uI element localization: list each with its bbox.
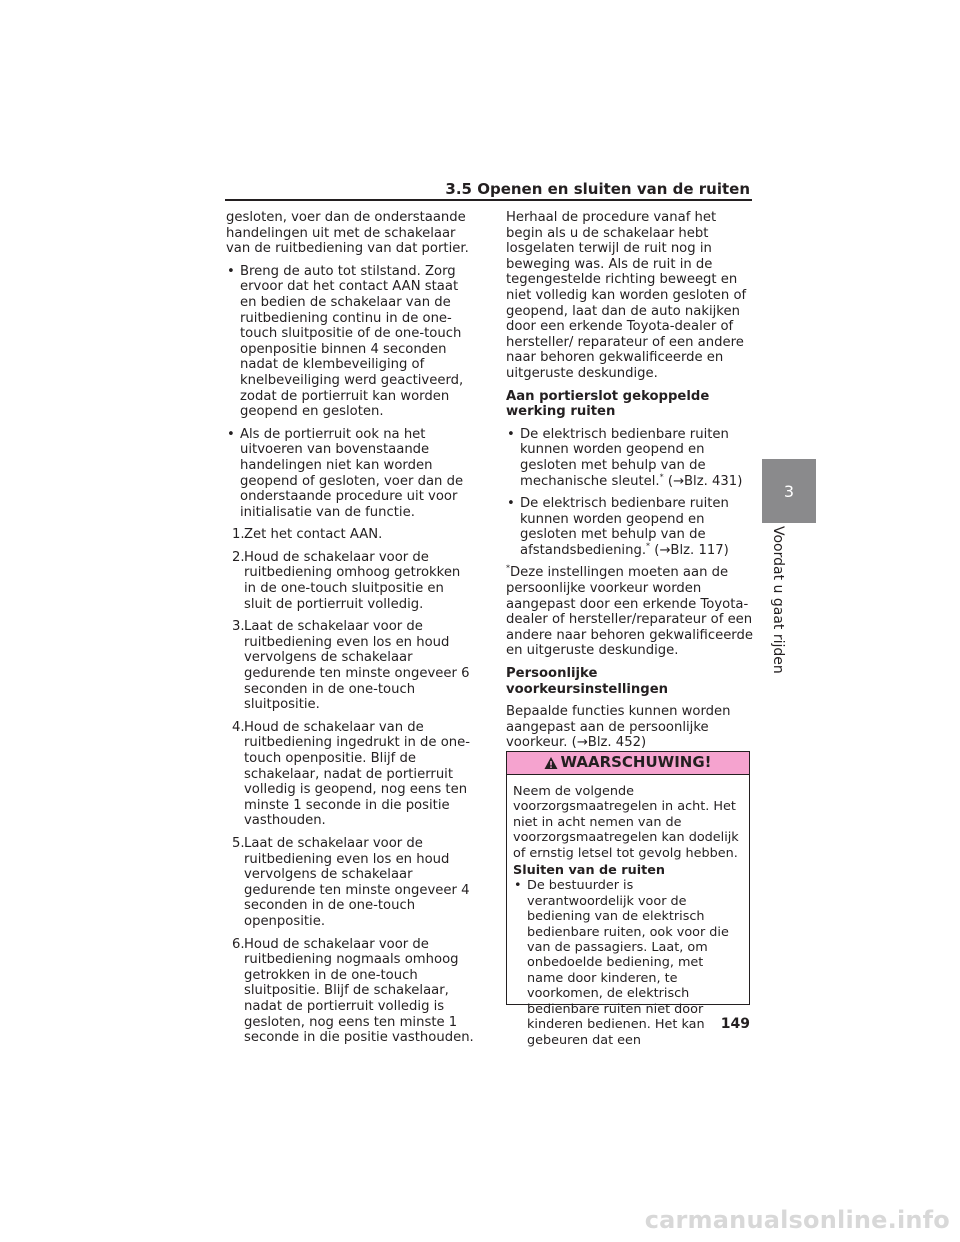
step-number: 5.: [232, 835, 245, 851]
list-item: [513, 878, 743, 1047]
step-item: [226, 836, 474, 930]
list-item: [506, 496, 756, 558]
warning-triangle-icon: [544, 756, 558, 770]
list-item: [506, 427, 756, 489]
page-number: 149: [720, 1016, 750, 1032]
right-column: [506, 210, 756, 758]
step-item: [226, 720, 474, 829]
step-item: [226, 619, 474, 713]
list-item: [226, 264, 474, 420]
step-text: Laat de schakelaar voor de ruitbediening even los en houd vervolgens de schakelaar gedurende ten minste ongeveer 6 seconden in de one-touch sluitpositie.: [244, 619, 470, 713]
right-intro: Herhaal de procedure vanaf het begin als u de schakelaar hebt losgelaten terwijl de ruit nog in beweging was. Als de ruit in de tegengestelde richting beweegt en niet volledig kan worden gesloten of geopend, laat dan de auto nakijken door een erkende Toyota-dealer of hersteller/ reparateur of een andere naar behoren gekwalificeerde en uitgeruste deskundige.: [506, 210, 747, 381]
bullet-dot: •: [514, 878, 522, 894]
section-heading: Persoonlijke voorkeursinstellingen: [506, 666, 669, 697]
warning-intro: Neem de volgende voorzorgsmaatregelen in acht. Het niet in acht nemen van de voorzorgsmaatregelen kan dodelijk of ernstig letsel tot gevolg hebben.: [513, 784, 739, 861]
footnote-text: Deze instellingen moeten aan de persoonlijke voorkeur worden aangepast door een erkende Toyota-dealer of hersteller/reparateur of een andere naar behoren gekwalificeerde en uitgeruste deskundige.: [506, 565, 753, 659]
step-text: Houd de schakelaar voor de ruitbediening nogmaals omhoog getrokken in de one-touch sluitpositie. Blijf de schakelaar, nadat de portierruit volledig is gesloten, nog eens ten minste 1 seconde in die positie vasthouden.: [244, 936, 474, 1046]
step-text: Laat de schakelaar voor de ruitbediening even los en houd vervolgens de schakelaar gedurende ten minste ongeveer 4 seconden in de one-touch openpositie.: [244, 835, 470, 929]
chapter-number: 3: [783, 481, 795, 501]
watermark: carmanualsonline.info: [644, 1206, 950, 1234]
left-column: [226, 210, 474, 1053]
step-text: Houd de schakelaar van de ruitbediening ingedrukt in de one-touch openpositie. Blijf de schakelaar, nadat de portierruit volledig is geopend, nog eens ten minste 1 seconde in die positie vasthouden.: [244, 719, 471, 829]
step-number: 2.: [232, 549, 245, 565]
bullet-dot: •: [227, 426, 235, 442]
paragraph: Bepaalde functies kunnen worden aangepast aan de persoonlijke voorkeur. (→Blz. 452): [506, 704, 731, 751]
step-number: 6.: [232, 936, 245, 952]
warning-heading: Sluiten van de ruiten: [513, 863, 666, 879]
list-item: [226, 427, 474, 521]
bullet-text: Als de portierruit ook na het uitvoeren van bovenstaande handelingen niet kan worden geopend of gesloten, voer dan de onderstaande procedure uit voor initialisatie van de functie.: [240, 426, 464, 520]
step-number: 1.: [232, 527, 245, 543]
step-item: [226, 550, 474, 612]
step-item: [226, 937, 474, 1046]
step-number: 4.: [232, 719, 245, 735]
warning-header: [507, 752, 749, 775]
step-text: Houd de schakelaar voor de ruitbediening omhoog getrokken in de one-touch sluitpositie en sluit de portierruit volledig.: [244, 549, 461, 612]
footnote-marker: *: [646, 541, 651, 551]
step-number: 3.: [232, 619, 245, 635]
bullet-text: De elektrisch bedienbare ruiten kunnen worden geopend en gesloten met behulp van de afstandsbediening.: [520, 496, 729, 558]
section-title: 3.5 Openen en sluiten van de ruiten: [445, 180, 750, 198]
page-reference: (→Blz. 117): [654, 542, 729, 558]
bullet-dot: •: [507, 496, 515, 512]
bullet-dot: •: [507, 426, 515, 442]
step-item: [226, 527, 474, 543]
bullet-text: Breng de auto tot stilstand. Zorg ervoor dat het contact AAN staat en bedien de schakelaar van de ruitbediening continu in de one-touch sluitpositie of de one-touch openpositie binnen 4 seconden nadat de klembeveiliging of knelbeveiliging werd geactiveerd, zodat de portierruit kan worden geopend en gesloten.: [240, 263, 464, 420]
bullet-text: De elektrisch bedienbare ruiten kunnen worden geopend en gesloten met behulp van de mechanische sleutel.: [520, 426, 729, 489]
page-reference: (→Blz. 431): [667, 473, 743, 489]
left-intro: gesloten, voer dan de onderstaande handelingen uit met de schakelaar van de ruitbediening van dat portier.: [226, 210, 469, 257]
bullet-dot: •: [227, 263, 235, 279]
footnote-marker: *: [659, 472, 664, 482]
header-rule: [225, 199, 752, 201]
chapter-title: Voordat u gaat rijden: [770, 526, 786, 674]
chapter-tab: [762, 459, 816, 523]
footnote-marker: *: [506, 564, 510, 574]
step-text: Zet het contact AAN.: [244, 527, 383, 543]
warning-body: [507, 775, 749, 1048]
bullet-text: De bestuurder is verantwoordelijk voor de bediening van de elektrisch bedienbare ruiten, ook voor die van de passagiers. Laat, om onbedoelde bediening, met name door kinderen, te voorkomen, de elektrisch bedienbare ruiten niet door kinderen bedienen. Het kan gebeuren dat een: [527, 878, 729, 1048]
warning-title: WAARSCHUWING!: [560, 753, 712, 772]
section-heading: Aan portierslot gekoppelde werking ruiten: [506, 388, 710, 420]
step-list: [226, 527, 474, 1045]
footnote: [506, 565, 756, 659]
